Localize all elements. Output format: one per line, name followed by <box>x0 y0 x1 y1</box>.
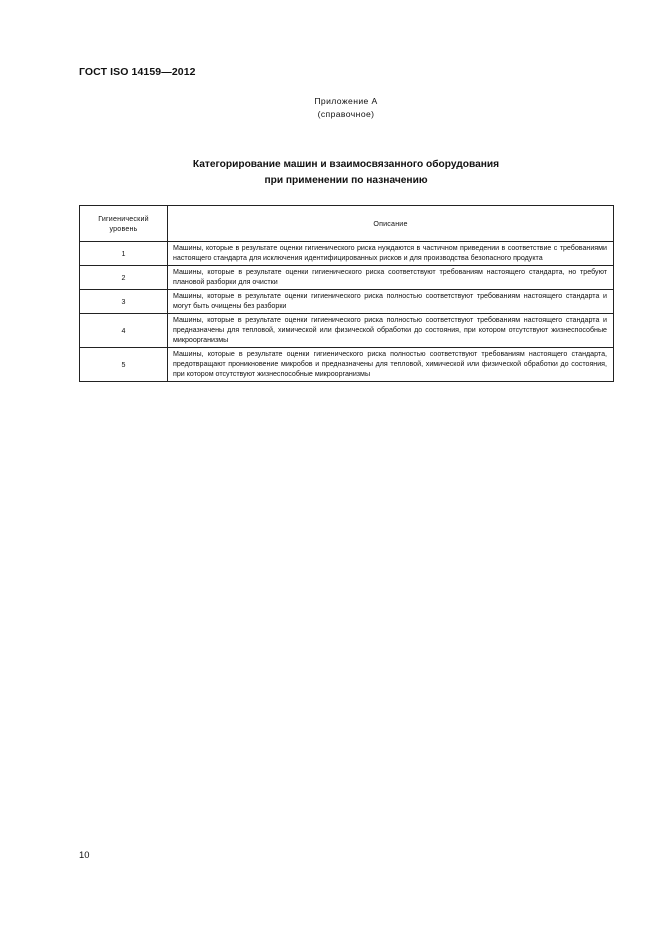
categorization-table <box>79 205 614 382</box>
header-hygiene-level <box>80 206 168 242</box>
table-row <box>80 242 614 266</box>
title-line-2: при применении по назначению <box>264 174 428 186</box>
level-cell: 1 <box>80 242 168 266</box>
title-line-1: Категорирование машин и взаимосвязанного оборудования <box>192 159 500 170</box>
level-cell: 3 <box>80 290 168 314</box>
table-row <box>80 348 614 382</box>
table-row <box>80 266 614 290</box>
document-id: ГОСТ ISO 14159—2012 <box>79 66 196 78</box>
section-title <box>0 157 661 188</box>
description-cell: Машины, которые в результате оценки гигиенического риска полностью соответствуют требованиям настоящего стандарта и могут быть очищены без разборки <box>168 290 614 314</box>
appendix-note: (справочное) <box>317 109 375 119</box>
description-cell: Машины, которые в результате оценки гигиенического риска полностью соответствуют требованиям настоящего стандарта и предназначены для тепловой, химической или физической обработки до состояния, при котором отсутствуют жизнеспособные микроорганизмы <box>168 314 614 348</box>
appendix-heading <box>0 95 661 121</box>
level-cell: 2 <box>80 266 168 290</box>
header-description: Описание <box>168 206 614 242</box>
header-col1-line1: Гигиенический <box>98 214 149 223</box>
page-number: 10 <box>79 849 90 860</box>
description-cell: Машины, которые в результате оценки гигиенического риска соответствуют требованиям настоящего стандарта, но требуют плановой разборки для очистки <box>168 266 614 290</box>
level-cell: 4 <box>80 314 168 348</box>
header-col1-line2: уровень <box>109 224 138 233</box>
level-cell: 5 <box>80 348 168 382</box>
description-cell: Машины, которые в результате оценки гигиенического риска нуждаются в частичном приведении в соответствие с требованиями настоящего стандарта для исключения идентифицированных рисков и для производства безопасного продукта <box>168 242 614 266</box>
table-row <box>80 314 614 348</box>
description-cell: Машины, которые в результате оценки гигиенического риска полностью соответствуют требованиям настоящего стандарта, предотвращают проникновение микробов и предназначены для тепловой, химической или физической обработки до состояния, при котором отсутствуют жизнеспособные микроорганизмы <box>168 348 614 382</box>
table-header-row <box>80 206 614 242</box>
appendix-label: Приложение А <box>314 96 378 106</box>
table-row <box>80 290 614 314</box>
